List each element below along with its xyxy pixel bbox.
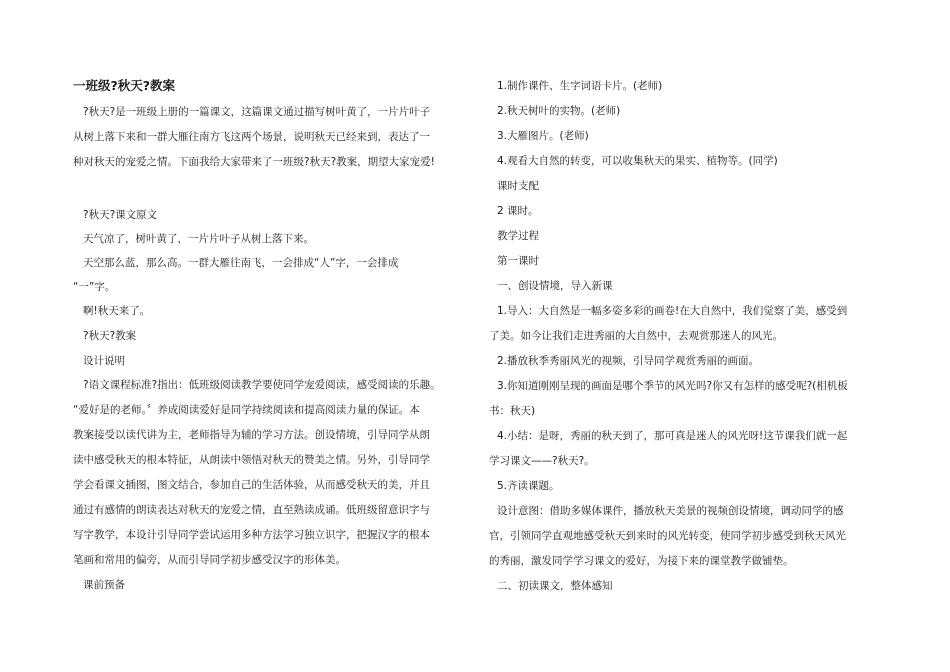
- design-line-4: 读中感受秋天的根本特征，从朗读中领悟对秋天的赞美之情。另外，引导同学: [73, 454, 430, 466]
- prep-item-3: 3.大雁图片。(老师): [497, 130, 589, 142]
- design-line-6: 通过有感情的朗读表达对秋天的宠爱之情，直至熟读成诵。低班级留意识字与: [73, 504, 430, 516]
- step-line: 5.齐读课题。: [497, 480, 560, 492]
- design-intent-line-2: 官，引领同学直观地感受秋天到来时的风光转变，使同学初步感受到秋天风光: [489, 530, 846, 542]
- design-intent-line-1: 设计意图：借助多媒体课件，播放秋天美景的视频创设情境，调动同学的感: [497, 505, 844, 517]
- step-heading-2: 二、初读课文，整体感知: [497, 580, 613, 592]
- design-line-1: ?语文课程标准?指出：低班级阅读教学要使同学宠爱阅读，感受阅读的乐趣。: [83, 379, 441, 391]
- prep-item-4: 4.观看大自然的转变，可以收集秋天的果实、植物等。(同学): [497, 155, 778, 167]
- text-line: 天空那么蓝，那么高。一群大雁往南飞，一会排成“人”字，一会排成: [83, 257, 399, 269]
- step-line: 了美。如今让我们走进秀丽的大自然中，去观赏那迷人的风光。: [489, 330, 783, 342]
- design-line-3: 教案接受以读代讲为主，老师指导为辅的学习方法。创设情境，引导同学从朗: [73, 429, 430, 441]
- step-line: 3.你知道刚刚呈现的画面是哪个季节的风光吗?你又有怎样的感受呢?(相机板: [497, 380, 848, 392]
- step-line: 1.导入：大自然是一幅多姿多彩的画卷!在大自然中，我们觉察了美，感受到: [497, 305, 848, 317]
- design-line-8: 笔画和常用的偏旁，从而引导同学初步感受汉字的形体美。: [73, 554, 346, 566]
- design-intent-line-3: 的秀丽，激发同学学习课文的爱好，为接下来的课堂教学做铺垫。: [489, 555, 794, 567]
- section-heading-lesson-1: 第一课时: [497, 255, 539, 267]
- section-heading-design: 设计说明: [83, 355, 125, 367]
- intro-line-1: ?秋天?是一班级上册的一篇课文，这篇课文通过描写树叶黄了，一片片叶子: [83, 106, 431, 118]
- document-title: 一班级?秋天?教案: [73, 78, 176, 93]
- step-line: 书：秋天): [489, 405, 536, 417]
- text-line: 天气凉了，树叶黄了，一片片叶子从树上落下来。: [83, 233, 314, 245]
- prep-item-1: 1.制作课件、生字词语卡片。(老师): [497, 80, 663, 92]
- design-line-2: “爱好是的老师。〞养成阅读爱好是同学持续阅读和提高阅读力量的保证。本: [73, 404, 420, 416]
- section-heading-schedule: 课时支配: [497, 180, 539, 192]
- step-line: 4.小结：是呀，秀丽的秋天到了，那可真是迷人的风光呀!这节课我们就一起: [497, 430, 848, 442]
- section-heading-plan: ?秋天?教案: [83, 330, 137, 342]
- step-line: 学习课文——?秋天?。: [489, 455, 595, 467]
- text-line: “一”字。: [73, 281, 116, 293]
- intro-line-3: 种对秋天的宠爱之情。下面我给大家带来了一班级?秋天?教案，期望大家宠爱!: [73, 156, 435, 168]
- design-line-7: 写字教学，本设计引导同学尝试运用多种方法学习独立识字，把握汉字的根本: [73, 529, 430, 541]
- section-heading-process: 教学过程: [497, 230, 539, 242]
- design-line-5: 学会看课文插图，图文结合，参加自己的生活体验，从而感受秋天的美，并且: [73, 479, 430, 491]
- step-line: 2.播放秋季秀丽风光的视频，引导同学观赏秀丽的画面。: [497, 355, 760, 367]
- intro-line-2: 从树上落下来和一群大雁往南方飞这两个场景，说明秋天已经来到，表达了一: [73, 131, 430, 143]
- section-heading-text: ?秋天?课文原文: [83, 209, 158, 221]
- schedule-value: 2 课时。: [497, 205, 539, 217]
- text-line: 啊!秋天来了。: [83, 305, 151, 317]
- section-heading-prep: 课前预备: [83, 579, 125, 591]
- step-heading-1: 一、创设情境，导入新课: [497, 280, 613, 292]
- prep-item-2: 2.秋天树叶的实物。(老师): [497, 105, 621, 117]
